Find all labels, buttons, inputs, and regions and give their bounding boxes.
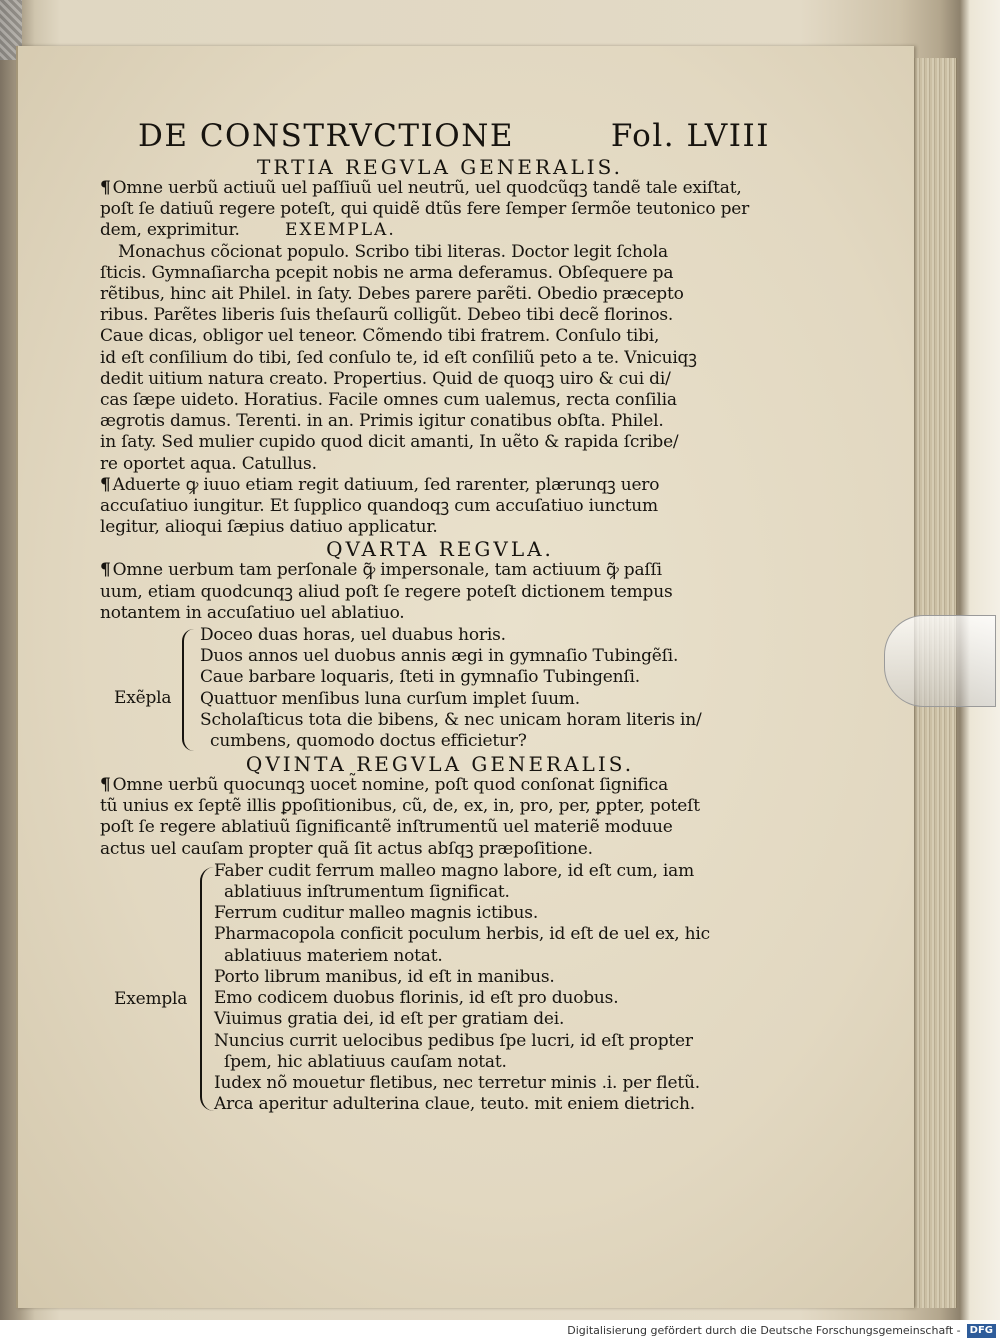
rule-line: actus uel cauſam propter quã ſit actus abſqꝫ præpoſitione.: [100, 838, 593, 859]
example-line: Arca aperitur adulterina claue, teuto. mit eniem dietrich.: [214, 1094, 695, 1115]
example-line: Ferrum cuditur malleo magnis ictibus.: [214, 903, 539, 924]
examples-tertia: [100, 242, 780, 475]
brace-icon: [200, 867, 214, 1111]
rule-line: uum, etiam quodcunqꝫ aliud poſt ſe regere poteſt dictionem tempus: [100, 581, 673, 602]
exempla-label-quinta: Exempla: [114, 988, 188, 1009]
footer-bar: [0, 1320, 1000, 1341]
folio-number: Fol. LVIII: [610, 118, 770, 154]
rule-quarta: [100, 560, 780, 624]
example-line: Duos annos uel duobus annis ægi in gymnaſio Tubingẽſi.: [200, 646, 679, 667]
example-line: Scholaſticus tota die bibens, & nec unicam horam literis in/: [200, 709, 702, 730]
pilcrow-icon: ¶: [100, 560, 111, 581]
example-line: Nuncius currit uelocibus pedibus ſpe lucri, id eſt propter: [214, 1030, 693, 1051]
example-line: ægrotis damus. Terenti. in an. Primis igitur conatibus obſta. Philel.: [100, 411, 664, 432]
example-line: Porto librum manibus, id eſt in manibus.: [214, 966, 555, 987]
rule-line: poſt ſe regere ablatiuũ ſignificantẽ inſtrumentũ uel materiẽ moduue: [100, 817, 673, 838]
example-line: id eſt conſilium do tibi, ſed conſulo te, id eſt conſiliũ peto a te. Vnicuiqꝫ: [100, 347, 697, 368]
pilcrow-icon: ¶: [100, 178, 111, 198]
example-line: Monachus cõcionat populo. Scribo tibi literas. Doctor legit ſchola: [118, 241, 668, 262]
pilcrow-icon: ¶: [100, 474, 111, 495]
page-clip: [884, 615, 996, 707]
example-line: Viuimus gratia dei, id eſt per gratiam dei.: [214, 1009, 565, 1030]
rule-line: notantem in accuſatiuo uel ablatiuo.: [100, 602, 405, 623]
example-line: Pharmacopola conficit poculum herbis, id eſt de uel ex, hic: [214, 924, 710, 945]
example-line: Faber cudit ferrum malleo magno labore, id eſt cum, iam: [214, 860, 694, 881]
examples-quinta: [100, 861, 780, 1117]
brace-icon: [182, 629, 194, 751]
note-line: accuſatiuo iungitur. Et ſupplico quandoqꝫ cum accuſatiuo iunctum: [100, 496, 658, 517]
rule-line: Omne uerbũ quocunqꝫ uocet̃ nomine, poſt quod conſonat ſignifica: [112, 775, 669, 796]
rule-quinta: [100, 775, 780, 860]
note-tertia: [100, 475, 780, 539]
examples-quarta: [100, 625, 780, 753]
example-line: ablatiuus inſtrumentum ſignificat.: [224, 882, 510, 903]
example-line: ribus. Parẽtes liberis ſuis theſaurũ colligũt. Debeo tibi decẽ florinos.: [100, 305, 674, 326]
rule-line: tũ unius ex ſeptẽ illis ꝑpoſitionibus, cũ, de, ex, in, pro, per, ꝑpter, poteſt: [100, 796, 700, 817]
example-line: ablatiuus materiem notat.: [224, 945, 443, 966]
rule-line: Omne uerbum tam perſonale ꝙ̃ impersonale, tam actiuum ꝙ̃ paſſi: [112, 560, 662, 581]
pilcrow-icon: ¶: [100, 775, 111, 796]
example-line: Doceo duas horas, uel duabus horis.: [200, 625, 506, 646]
running-title: DE CONSTRVCTIONE: [138, 118, 514, 154]
example-line: cas ſæpe uideto. Horatius. Facile omnes cum ualemus, recta conſilia: [100, 390, 677, 411]
note-line: Aduerte ꝙ iuuo etiam regit datiuum, ſed rarenter, plærunqꝫ uero: [112, 474, 660, 495]
example-line: re oportet aqua. Catullus.: [100, 453, 317, 474]
example-line: cumbens, quomodo doctus efficietur?: [210, 731, 527, 752]
running-header: [100, 116, 780, 156]
heading-tertia: TRTIA REGVLA GENERALIS.: [257, 155, 623, 179]
note-line: legitur, alioqui ſæpius datiuo applicatur.: [100, 517, 438, 538]
exempla-label-quarta: Exẽpla: [114, 688, 172, 709]
page-text: [100, 116, 780, 1117]
example-line: ſticis. Gymnaſiarcha pcepit nobis ne arma deferamus. Obſequere pa: [100, 262, 674, 283]
rule-tertia: ¶ Omne uerbũ actiuũ uel paſſiuũ uel neutrũ, uel quodcũqꝫ tandẽ tale exiſtat, poſt ſe datiuũ regere poteſt, qui quidẽ dtũs fere ſemper ſermõe teutonico per dem, exprimitur. EXEMPLA.: [100, 178, 750, 241]
example-line: rẽtibus, hinc ait Philel. in ſaty. Debes parere parẽti. Obedio præcepto: [100, 284, 684, 305]
dfg-logo: DFG: [967, 1324, 996, 1338]
example-line: Emo codicem duobus florinis, id eſt pro duobus.: [214, 988, 619, 1009]
funding-credit: Digitalisierung gefördert durch die Deutsche Forschungsgemeinschaft -: [567, 1324, 961, 1337]
example-line: Quattuor menſibus luna curſum implet ſuum.: [200, 688, 580, 709]
example-line: dedit uitium natura creato. Propertius. Quid de quoqꝫ uiro & cui di/: [100, 368, 671, 389]
example-line: in ſaty. Sed mulier cupido quod dicit amanti, In uẽto & rapida ſcribe/: [100, 432, 679, 453]
heading-quinta: QVINTA REGVLA GENERALIS.: [245, 752, 635, 777]
example-line: ſpem, hic ablatiuus cauſam notat.: [224, 1051, 507, 1072]
example-line: Iudex nõ mouetur fletibus, nec terretur minis .i. per fletũ.: [214, 1072, 700, 1093]
example-line: Caue barbare loquaris, ſteti in gymnaſio Tubingenſi.: [200, 667, 640, 688]
example-line: Caue dicas, obligor uel teneor. Cõmendo tibi fratrem. Conſulo tibi,: [100, 326, 660, 347]
exempla-label-tertia: EXEMPLA.: [284, 220, 396, 241]
heading-quarta: QVARTA REGVLA.: [326, 537, 554, 562]
